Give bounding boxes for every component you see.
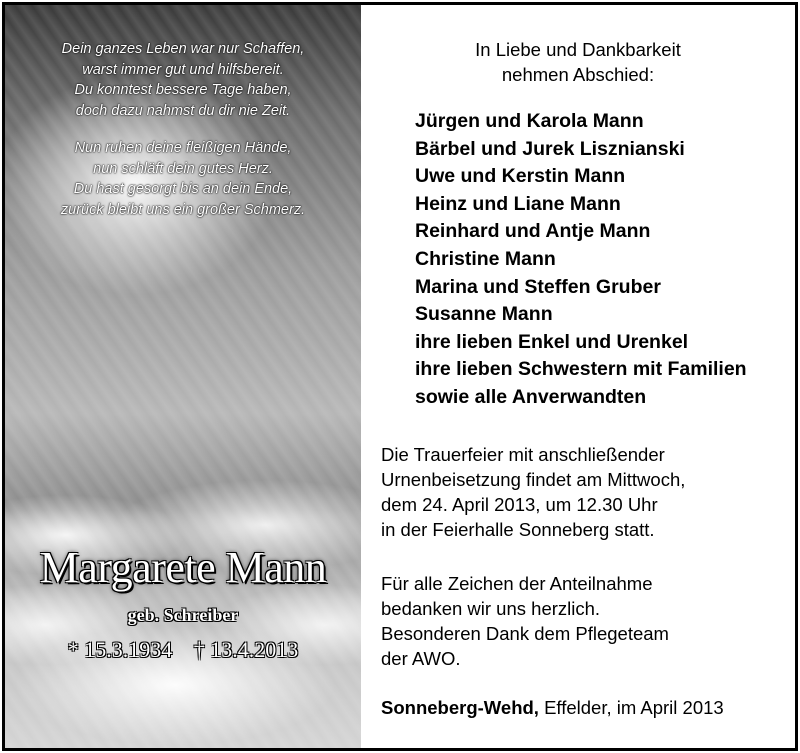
mourner: ihre lieben Schwestern mit Familien bbox=[415, 358, 747, 381]
poem-line: nun schläft dein gutes Herz. bbox=[93, 160, 273, 177]
text-panel bbox=[361, 5, 795, 748]
funeral-line: dem 24. April 2013, um 12.30 Uhr bbox=[381, 494, 658, 515]
funeral-info bbox=[381, 442, 685, 542]
intro-line: nehmen Abschied: bbox=[501, 64, 655, 85]
poem-line: Du konntest bessere Tage haben, bbox=[74, 82, 292, 98]
funeral-line: Urnenbeisetzung findet am Mittwoch, bbox=[381, 469, 686, 490]
mourner: Uwe und Kerstin Mann bbox=[415, 165, 626, 188]
funeral-line: in der Feierhalle Sonneberg statt. bbox=[381, 519, 655, 540]
maiden-name: geb. Schreiber bbox=[127, 605, 239, 625]
intro-heading bbox=[361, 37, 795, 87]
mourner: Marina und Steffen Gruber bbox=[415, 275, 661, 298]
poem-line: warst immer gut und hilfsbereit. bbox=[82, 61, 284, 78]
thanks-line: der AWO. bbox=[381, 648, 461, 669]
thanks-line: Besonderen Dank dem Pflegeteam bbox=[381, 623, 669, 644]
death-date: † 13.4.2013 bbox=[193, 637, 299, 662]
poem-line: Nun ruhen deine fleißigen Hände, bbox=[74, 140, 292, 156]
intro-line: In Liebe und Dankbarkeit bbox=[475, 39, 681, 60]
funeral-line: Die Trauerfeier mit anschließender bbox=[381, 444, 665, 465]
mourner: Reinhard und Antje Mann bbox=[415, 220, 651, 243]
poem-line: Dein ganzes Leben war nur Schaffen, bbox=[61, 41, 305, 57]
signature-line bbox=[381, 695, 724, 720]
thanks-line: bedanken wir uns herzlich. bbox=[381, 598, 601, 619]
poem-line: zurück bleibt uns ein großer Schmerz. bbox=[60, 201, 306, 218]
birth-date: * 15.3.1934 bbox=[67, 637, 173, 662]
obituary-notice bbox=[2, 2, 798, 751]
poem-line: Du hast gesorgt bis an dein Ende, bbox=[73, 181, 293, 197]
thanks-line: Für alle Zeichen der Anteilnahme bbox=[381, 573, 653, 594]
poem-stanza-1 bbox=[5, 39, 361, 121]
mourner: sowie alle Anverwandten bbox=[415, 385, 647, 408]
mourner: ihre lieben Enkel und Urenkel bbox=[415, 330, 689, 353]
mourner: Bärbel und Jurek Lisznianski bbox=[415, 137, 685, 160]
thanks-note bbox=[381, 571, 669, 671]
poem-stanza-2 bbox=[5, 138, 361, 220]
poem-line: doch dazu nahmst du dir nie Zeit. bbox=[75, 102, 291, 119]
signature-place: Sonneberg-Wehd, bbox=[381, 697, 539, 718]
sky-image-panel bbox=[5, 5, 361, 748]
deceased-name: Margarete Mann bbox=[39, 543, 327, 592]
mourners-list bbox=[415, 108, 747, 412]
life-dates bbox=[5, 637, 361, 663]
mourner: Jürgen und Karola Mann bbox=[415, 110, 644, 132]
mourner: Heinz und Liane Mann bbox=[415, 192, 621, 215]
mourner: Susanne Mann bbox=[415, 303, 553, 326]
signature-rest: Effelder, im April 2013 bbox=[538, 697, 724, 718]
mourner: Christine Mann bbox=[415, 247, 556, 270]
